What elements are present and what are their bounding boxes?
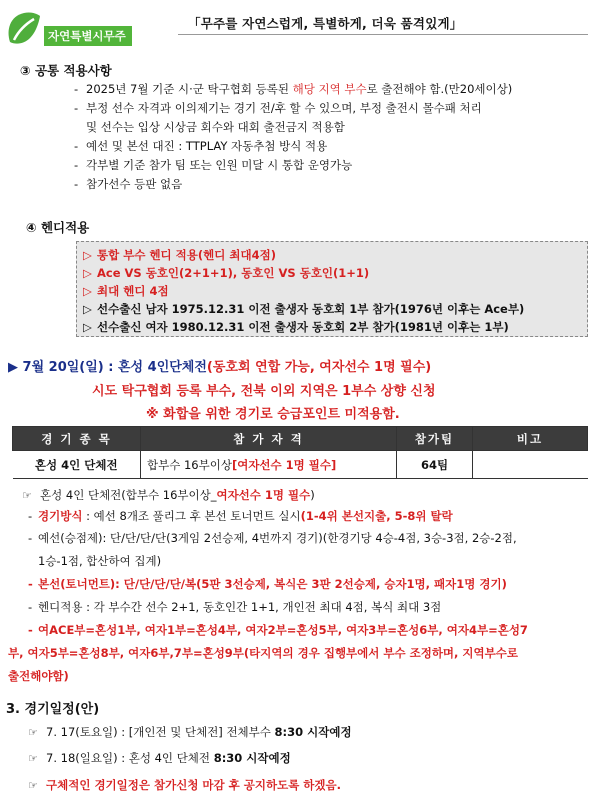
divisions-line: - 여ACE부=혼성1부, 여자1부=혼성4부, 여자2부=혼성5부, 여자3부=혼성6부, 여자4부=혼성7 bbox=[28, 623, 528, 637]
table-row bbox=[13, 451, 588, 479]
leaf-logo-icon bbox=[4, 8, 42, 48]
schedule-title: 3. 경기일정(안) bbox=[6, 702, 100, 717]
section-4-heading bbox=[26, 218, 89, 236]
triangle-icon: ▷ bbox=[83, 248, 92, 262]
event-note-1: 시도 탁구협회 등록 부수, 전북 이외 지역은 1부수 상향 신청 bbox=[92, 384, 436, 399]
event-title: ▶ 7월 20일(일) : 혼성 4인단체전(동호회 연합 가능, 여자선수 1명 필수) bbox=[8, 360, 432, 375]
table-header: 참 가 자 격 bbox=[141, 427, 397, 451]
table-header: 경 기 종 목 bbox=[13, 427, 141, 451]
handicap-line: ▷ 선수출신 남자 1975.12.31 이전 출생자 동호회 1부 참가(1976년 이후는 Ace부) bbox=[83, 302, 525, 316]
prelim-line: - 예선(승점제): 단/단/단/단(3게임 2선승제, 4번까지 경기)(한경기당 4승-4점, 3승-3점, 2승-2점, bbox=[28, 531, 517, 545]
handicap-line: ▷ Ace VS 동호인(2+1+1), 동호인 VS 동호인(1+1) bbox=[83, 266, 370, 280]
triangle-icon: ▷ bbox=[83, 320, 92, 334]
slogan: 「무주를 자연스럽게, 특별하게, 더욱 품격있게」 bbox=[188, 16, 463, 31]
pointing-hand-icon: ☞ bbox=[22, 489, 32, 502]
header-divider bbox=[178, 34, 588, 35]
list-item: - 참가선수 등판 없음 bbox=[74, 175, 590, 194]
format-line: - 경기방식 : 예선 8개조 풀리그 후 본선 토너먼트 실시(1-4위 본선지출, 5-8위 탈락 bbox=[28, 509, 453, 523]
schedule-note: ☞ 구체적인 경기일정은 참가신청 마감 후 공지하도록 하겠음. bbox=[28, 778, 342, 792]
handicap-box bbox=[76, 241, 588, 337]
table-cell-note bbox=[473, 451, 588, 479]
pointing-hand-icon: ☞ bbox=[28, 779, 38, 792]
section-4-number: ④ bbox=[26, 220, 37, 235]
section-3-number: ③ bbox=[20, 63, 31, 78]
handicap-line: ▷ 선수출신 여자 1980.12.31 이전 출생자 동호회 2부 참가(1981년 이후는 1부) bbox=[83, 320, 509, 334]
schedule-item: ☞ 7. 17(토요일) : [개인전 및 단체전] 전체부수 8:30 시작예정 bbox=[28, 725, 352, 739]
list-item: - 부정 선수 자격과 이의제기는 경기 전/후 할 수 있으며, 부정 출전시 몰수패 처리 bbox=[74, 99, 590, 118]
table-cell-teams: 64팀 bbox=[397, 451, 473, 479]
table-header: 비고 bbox=[473, 427, 588, 451]
pointing-hand-icon: ☞ bbox=[28, 752, 38, 765]
prelim-line-cont: 1승-1점, 합산하여 집계) bbox=[38, 554, 162, 568]
triangle-icon: ▷ bbox=[83, 302, 92, 316]
event-note-2: ※ 화합을 위한 경기로 승급포인트 미적용함. bbox=[146, 407, 400, 422]
triangle-icon: ▷ bbox=[83, 284, 92, 298]
divisions-line-cont: 부, 여자5부=혼성8부, 여자6부,7부=혼성9부(타지역의 경우 집행부에서 부수 조정하며, 지역부수로 bbox=[8, 646, 518, 660]
section-3-heading bbox=[20, 61, 112, 79]
triangle-icon: ▷ bbox=[83, 266, 92, 280]
table-cell-qualification: 합부수 16부이상[여자선수 1명 필수] bbox=[141, 451, 397, 479]
event-detail-title: ☞ 혼성 4인 단체전(합부수 16부이상_여자선수 1명 필수) bbox=[22, 486, 315, 505]
divisions-line-end: 출전해야함) bbox=[8, 669, 69, 683]
main-draw-line: - 본선(토너먼트): 단/단/단/단/복(5판 3선승제, 복식은 3판 2선승제, 승자1명, 패자1명 경기) bbox=[28, 577, 507, 591]
logo-text: 자연특별시무주 bbox=[44, 26, 132, 46]
highlight-text: 해당 지역 부수 bbox=[292, 82, 367, 96]
section-3-title: 공통 적용사항 bbox=[34, 63, 112, 78]
list-item: - 각부별 기준 참가 팀 또는 인원 미달 시 통합 운영가능 bbox=[74, 156, 590, 175]
list-item: - 2025년 7월 기준 시·군 탁구협회 등록된 해당 지역 부수로 출전해야 함.(만20세이상) bbox=[74, 80, 590, 99]
handicap-line: ▷ 최대 헨디 4점 bbox=[83, 284, 169, 298]
common-rules-list bbox=[74, 80, 590, 194]
table-header: 참가팀 bbox=[397, 427, 473, 451]
logo bbox=[4, 8, 154, 54]
handicap-line-detail: - 헨디적용 : 각 부수간 선수 2+1, 동호인간 1+1, 개인전 최대 4점, 복식 최대 3점 bbox=[28, 600, 442, 614]
schedule-item: ☞ 7. 18(일요일) : 혼성 4인 단체전 8:30 시작예정 bbox=[28, 751, 291, 765]
list-item-continuation: 및 선수는 입상 시상금 회수와 대회 출전금지 적용함 bbox=[86, 120, 345, 134]
list-item: - 예선 및 본선 대진 : TTPLAY 자동추첨 방식 적용 bbox=[74, 137, 590, 156]
table-cell-event: 혼성 4인 단체전 bbox=[13, 451, 141, 479]
entry-table bbox=[12, 426, 588, 479]
pointing-hand-icon: ☞ bbox=[28, 726, 38, 739]
section-4-title: 헨디적용 bbox=[40, 220, 90, 235]
handicap-line: ▷ 통합 부수 헨디 적용(헨디 최대4점) bbox=[83, 248, 276, 262]
play-triangle-icon: ▶ bbox=[8, 360, 23, 375]
